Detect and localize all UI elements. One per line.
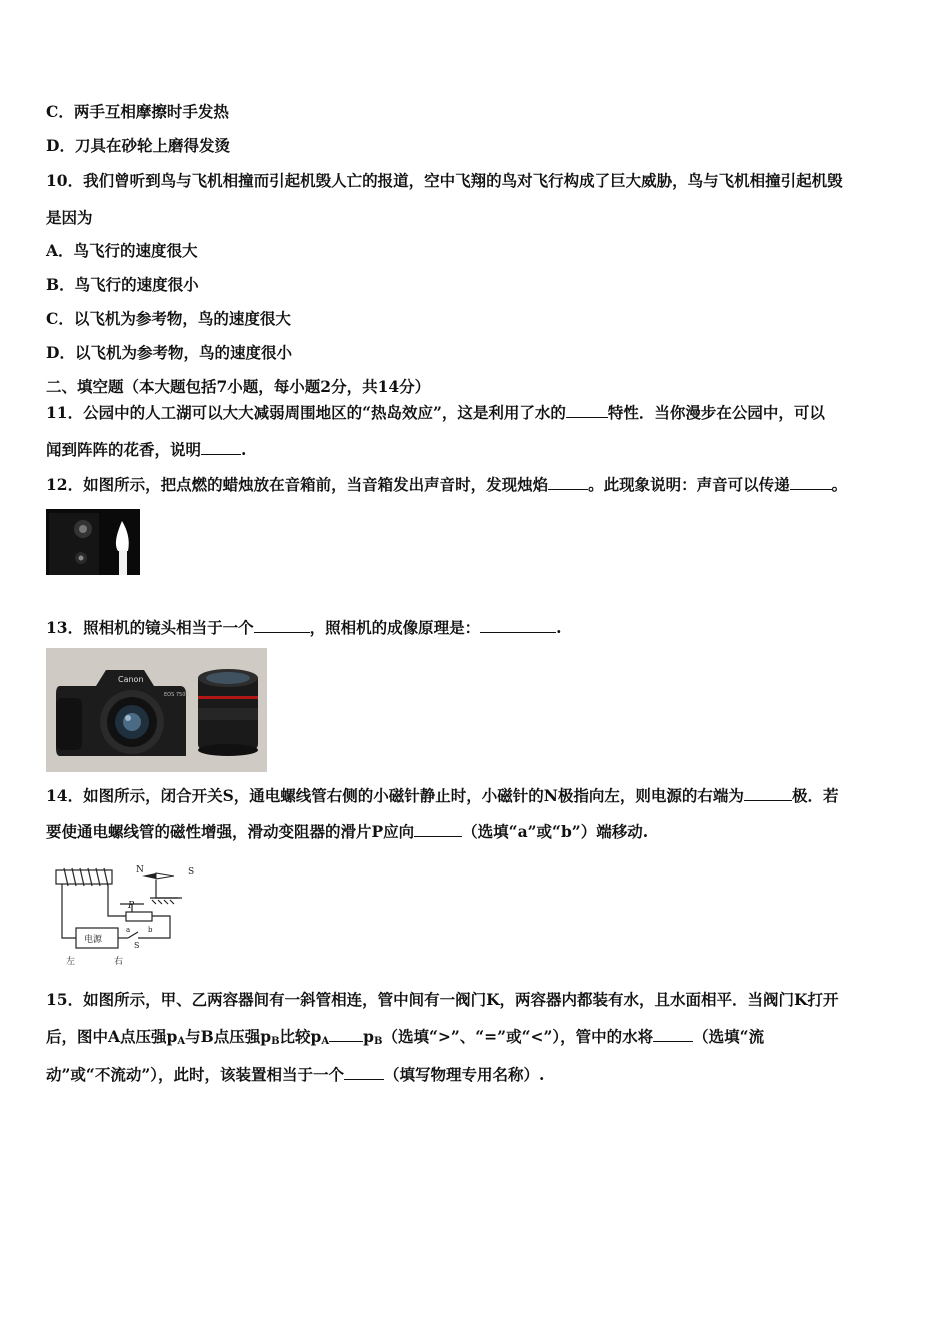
q10-option-a [46,241,198,261]
option-text: 两手互相摩擦时手发热 [73,102,229,121]
speaker-candle-image [46,507,140,580]
text: 动”或“不流动”），此时，该装置相当于一个 [46,1065,344,1084]
answer-blank[interactable] [653,1027,693,1042]
answer-blank[interactable] [254,618,310,633]
text: 与B点压强p [185,1027,272,1046]
subscript-a: A [321,1036,330,1047]
text: 特性．当你漫步在公园中，可以 [607,403,825,422]
label-b: b [148,926,153,934]
q11-line1 [46,403,825,423]
label-left: 左 [66,957,76,967]
answer-blank[interactable] [344,1065,384,1080]
q14-line1 [46,786,838,806]
text: . [556,618,562,637]
q10-stem-line1: 10．我们曾听到鸟与飞机相撞而引起机毁人亡的报道，空中飞翔的鸟对飞行构成了巨大威胁，鸟与飞机相撞引起机毁 [46,171,843,190]
text: 13．照相机的镜头相当于一个 [46,618,254,637]
option-letter: D． [46,343,75,362]
label-power: 电源 [84,935,103,945]
text: 11．公园中的人工湖可以大大减弱周围地区的“热岛效应”，这是利用了水的 [46,403,566,422]
answer-blank[interactable] [480,618,556,633]
solenoid-circuit-diagram [46,860,202,968]
label-a: a [126,926,131,934]
camera-brand-label: Canon [118,675,144,684]
camera-lens-image [46,648,267,772]
q15-line1: 15．如图所示，甲、乙两容器间有一斜管相连，管中间有一阀门K，两容器内都装有水，且水面相平．当阀门K打开 [46,990,839,1009]
text: 14．如图所示，闭合开关S，通电螺线管右侧的小磁针静止时，小磁针的N极指向左，则电源的右端为 [46,786,744,805]
subscript-a: A [177,1036,186,1047]
option-text: 鸟飞行的速度很大 [73,241,198,260]
text: 12．如图所示，把点燃的蜡烛放在音箱前，当音箱发出声音时，发现烛焰 [46,475,549,494]
q9-option-d [46,136,230,156]
option-text: 以飞机为参考物，鸟的速度很小 [74,343,292,362]
q10-option-b [46,275,199,295]
answer-blank[interactable] [744,786,792,801]
option-letter: A． [46,241,74,260]
option-letter: D． [46,136,75,155]
q12-line [46,475,847,495]
label-s-needle: S [188,867,195,877]
q15-line3 [46,1065,544,1085]
option-letter: C． [46,102,74,121]
q15-line2 [46,1027,764,1052]
answer-blank[interactable] [566,403,608,418]
text: p [363,1027,374,1046]
text: （选填“a”或“b”）端移动. [462,822,649,841]
subscript-b: B [271,1036,280,1047]
text: 要使通电螺线管的磁性增强，滑动变阻器的滑片P应向 [46,822,415,841]
option-text: 以飞机为参考物，鸟的速度很大 [73,309,291,328]
label-n: N [136,865,144,875]
q10-option-c [46,309,291,329]
answer-blank[interactable] [201,440,241,455]
answer-blank[interactable] [548,475,588,490]
option-text: 刀具在砂轮上磨得发烫 [74,136,230,155]
text: （选填“>”、“=”或“<”），管中的水将 [382,1027,654,1046]
q13-line [46,618,562,638]
text: （填写物理专用名称）. [384,1065,545,1084]
text: 比较p [279,1027,322,1046]
text: 极．若 [791,786,839,805]
q10-stem-line2: 是因为 [46,208,93,227]
text: 。 [831,475,848,494]
text: . [241,440,247,459]
label-switch-s: S [134,941,140,950]
text: 。此现象说明：声音可以传递 [588,475,790,494]
q14-line2 [46,822,648,842]
answer-blank[interactable] [790,475,832,490]
option-text: 鸟飞行的速度很小 [74,275,199,294]
label-right: 右 [114,957,124,967]
q9-option-c [46,102,229,122]
camera-model-label: EOS 750D [164,692,190,698]
text: 闻到阵阵的花香，说明 [46,440,202,459]
answer-blank[interactable] [414,822,462,837]
option-letter: B． [46,275,75,294]
text: 后，图中A点压强p [46,1027,178,1046]
q11-line2 [46,440,246,460]
option-letter: C． [46,309,74,328]
section-header: 二、填空题（本大题包括7小题，每小题2分，共14分） [46,377,431,396]
answer-blank[interactable] [329,1027,363,1042]
text: （选填“流 [693,1027,765,1046]
subscript-b: B [374,1036,383,1047]
text: ，照相机的成像原理是： [309,618,481,637]
q10-option-d [46,343,292,363]
label-p: P [128,901,135,911]
